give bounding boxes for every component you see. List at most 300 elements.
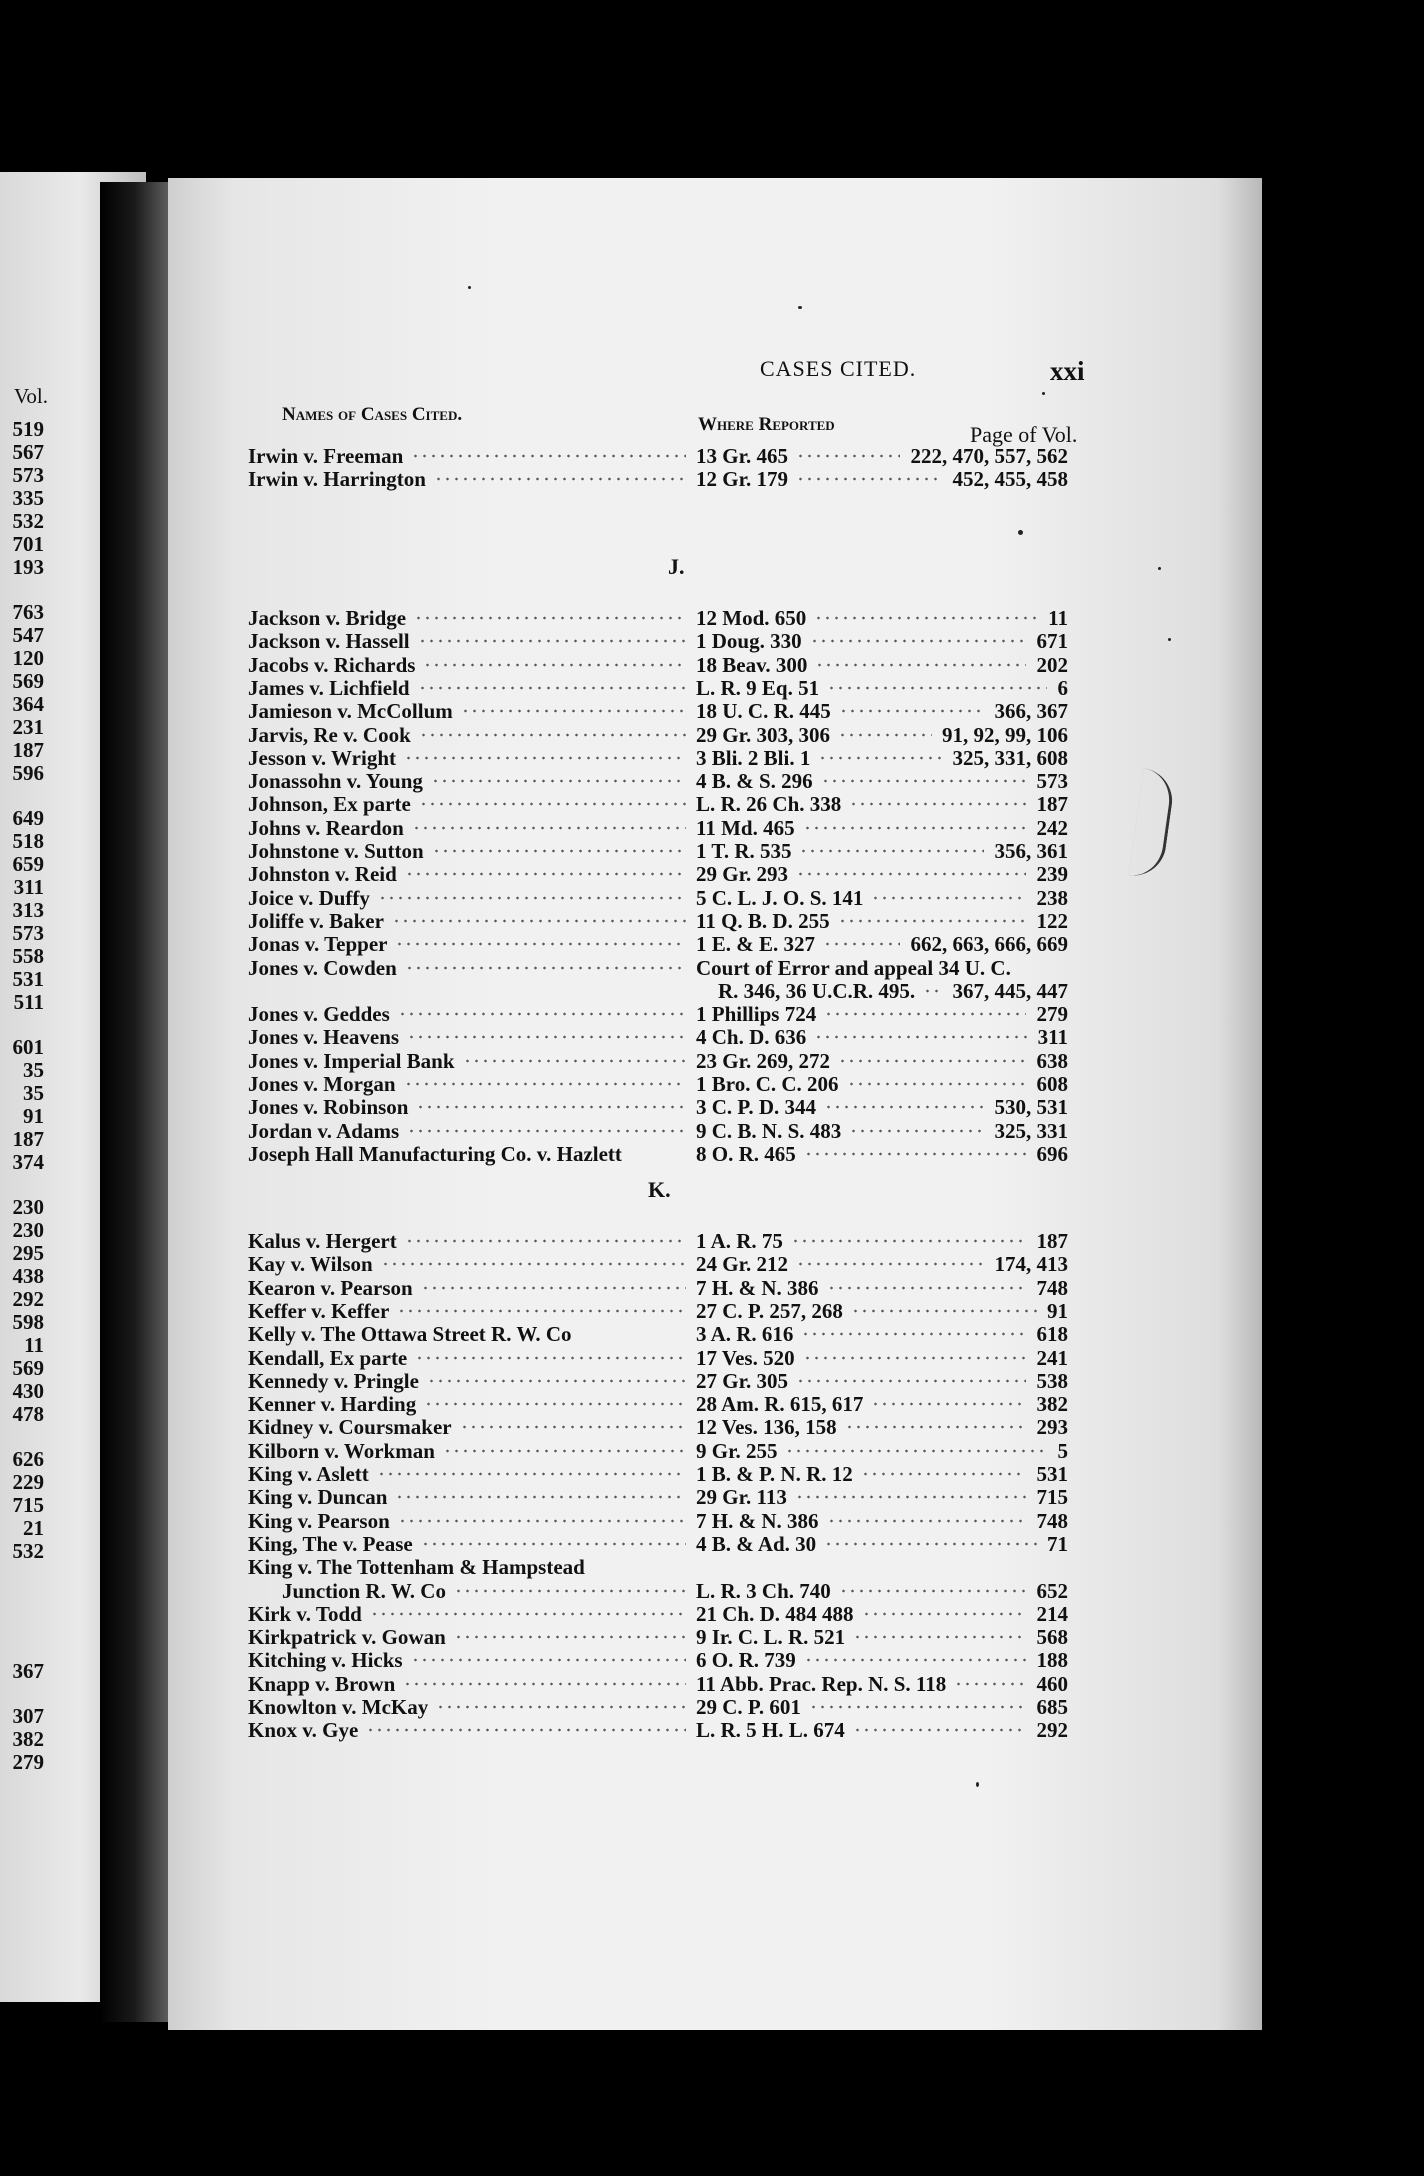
page-of-vol: 122 [1036, 908, 1068, 933]
case-name: Kirk v. Todd [248, 1601, 362, 1626]
table-row [248, 676, 1068, 700]
leader-dots [395, 1492, 686, 1502]
left-page-number: 569 [12, 669, 44, 693]
leader-dots [427, 1376, 686, 1386]
left-page-number: 701 [12, 532, 44, 556]
leader-dots [411, 1655, 686, 1665]
leader-dots [416, 1102, 686, 1112]
table-row [248, 1648, 1068, 1672]
left-page-number: 374 [12, 1150, 44, 1174]
leader-dots [796, 451, 900, 461]
where-reported: 3 Bli. 2 Bli. 1 [696, 745, 811, 770]
leader-dots [823, 939, 900, 949]
leader-dots [411, 451, 686, 461]
table-row [248, 1392, 1068, 1416]
where-reported: 3 C. P. D. 344 [696, 1095, 816, 1120]
case-name: Jones v. Imperial Bank [248, 1048, 455, 1073]
left-page-number: 573 [12, 463, 44, 487]
page-of-vol: 91 [1047, 1298, 1068, 1323]
where-reported: 1 Phillips 724 [696, 1002, 817, 1027]
leader-dots [423, 660, 686, 670]
where-reported: Court of Error and appeal 34 U. C. [696, 955, 1011, 980]
table-row [248, 769, 1068, 793]
table-row [248, 699, 1068, 723]
leader-dots [851, 1306, 1037, 1316]
left-page-number: 229 [12, 1470, 44, 1494]
left-page-number: 230 [12, 1195, 44, 1219]
case-name: Irwin v. Freeman [248, 444, 404, 468]
page-of-vol: 174, 413 [994, 1252, 1068, 1277]
leader-dots [403, 1679, 686, 1689]
table-row [248, 1119, 1068, 1143]
case-name: Keffer v. Keffer [248, 1298, 390, 1323]
leader-dots [804, 1149, 1026, 1159]
leader-dots [809, 1702, 1026, 1712]
case-name: Irwin v. Harrington [248, 467, 426, 492]
where-reported: 9 Ir. C. L. R. 521 [696, 1625, 846, 1650]
where-reported: 4 Ch. D. 636 [696, 1025, 807, 1050]
leader-dots [871, 1399, 1026, 1409]
table-row [248, 467, 1068, 491]
page-of-vol: 366, 367 [994, 699, 1068, 724]
left-page-number: 567 [12, 440, 44, 464]
case-name: Kelly v. The Ottawa Street R. W. Co [248, 1322, 572, 1347]
page-of-vol: 382 [1036, 1392, 1068, 1417]
leader-dots [923, 986, 942, 996]
leader-dots [785, 1446, 1047, 1456]
left-page-number: 478 [12, 1402, 44, 1426]
case-name: Kirkpatrick v. Gowan [248, 1625, 446, 1650]
page-of-vol: 325, 331, 608 [952, 745, 1068, 770]
leader-dots [803, 823, 1026, 833]
leader-dots [461, 706, 686, 716]
case-name: Johnston v. Reid [248, 862, 397, 887]
leader-dots [824, 1539, 1037, 1549]
case-name: Joseph Hall Manufacturing Co. v. Hazlett [248, 1141, 622, 1166]
leader-dots [418, 636, 686, 646]
where-reported: L. R. 9 Eq. 51 [696, 675, 820, 700]
case-name: Jones v. Cowden [248, 955, 397, 980]
leader-dots [377, 1469, 686, 1479]
left-page-number: 601 [12, 1035, 44, 1059]
left-page-number: 21 [23, 1516, 44, 1540]
case-name: Kalus v. Hergert [248, 1229, 397, 1253]
left-page-number: 519 [12, 417, 44, 441]
leader-dots [418, 683, 686, 693]
leader-dots [404, 1079, 686, 1089]
where-reported: 9 C. B. N. S. 483 [696, 1118, 842, 1143]
case-name: King v. Pearson [248, 1508, 390, 1533]
leader-dots [845, 1422, 1026, 1432]
leader-dots [432, 846, 686, 856]
leader-dots [421, 1283, 686, 1293]
where-reported: 18 U. C. R. 445 [696, 699, 831, 724]
table-row [248, 606, 1068, 630]
case-name: Jordan v. Adams [248, 1118, 400, 1143]
leader-dots [795, 1492, 1026, 1502]
table-row [248, 629, 1068, 653]
leader-dots [861, 1469, 1026, 1479]
where-reported: 1 Bro. C. C. 206 [696, 1072, 839, 1096]
case-name: Jackson v. Hassell [248, 629, 410, 654]
case-name: Kitching v. Hicks [248, 1648, 403, 1673]
leader-dots [815, 660, 1026, 670]
leader-dots [818, 753, 942, 763]
table-row [248, 1625, 1068, 1649]
leader-dots [419, 799, 686, 809]
page-of-vol: 214 [1036, 1601, 1068, 1626]
leader-dots [398, 1009, 686, 1019]
where-reported: 1 E. & E. 327 [696, 932, 816, 957]
leader-dots [404, 753, 686, 763]
leader-dots [397, 1306, 686, 1316]
leader-dots [803, 1353, 1026, 1363]
left-page-number: 598 [12, 1310, 44, 1334]
where-reported: 12 Mod. 650 [696, 606, 807, 630]
leader-dots [407, 1032, 686, 1042]
page-of-vol: 538 [1036, 1368, 1068, 1393]
table-row [248, 1485, 1068, 1509]
case-name: Jesson v. Wright [248, 745, 397, 770]
case-name: Jonas v. Tepper [248, 932, 388, 957]
table-row [248, 1072, 1068, 1096]
where-reported: 11 Abb. Prac. Rep. N. S. 118 [696, 1671, 947, 1696]
case-name: Joliffe v. Baker [248, 908, 384, 933]
leader-dots [824, 1009, 1026, 1019]
page-of-vol: 452, 455, 458 [952, 467, 1068, 492]
left-page-number: 518 [12, 829, 44, 853]
leader-dots [839, 706, 984, 716]
case-name: James v. Lichfield [248, 675, 410, 700]
table-row [248, 1142, 1068, 1166]
page-of-vol: 71 [1047, 1531, 1068, 1556]
case-name: King v. The Tottenham & Hampstead [248, 1555, 585, 1580]
where-reported: 11 Md. 465 [696, 815, 795, 840]
leader-dots [454, 1632, 686, 1642]
where-reported: L. R. 3 Ch. 740 [696, 1578, 831, 1603]
where-reported: 29 Gr. 293 [696, 862, 788, 887]
left-page-number: 193 [12, 555, 44, 579]
where-reported: 11 Q. B. D. 255 [696, 908, 830, 933]
table-row [248, 1229, 1068, 1253]
page-of-vol: 91, 92, 99, 106 [942, 722, 1068, 747]
leader-dots [407, 1126, 686, 1136]
left-page-number: 311 [13, 875, 44, 899]
case-name: Joice v. Duffy [248, 885, 370, 910]
where-reported: 21 Ch. D. 484 488 [696, 1601, 854, 1626]
leader-dots [824, 1102, 984, 1112]
where-reported: 29 Gr. 303, 306 [696, 722, 830, 747]
leader-dots [810, 636, 1026, 646]
where-reported: 5 C. L. J. O. S. 141 [696, 885, 864, 910]
leader-dots [838, 730, 932, 740]
where-reported: 28 Am. R. 615, 617 [696, 1392, 864, 1417]
case-name: Jonassohn v. Young [248, 769, 423, 794]
left-page-number: 626 [12, 1447, 44, 1471]
leader-dots [395, 939, 686, 949]
leader-dots [405, 869, 686, 879]
running-head: CASES CITED. [760, 356, 917, 381]
leader-dots [827, 1283, 1026, 1293]
where-reported: 1 A. R. 75 [696, 1229, 783, 1253]
left-page-number: 120 [12, 646, 44, 670]
where-reported: 24 Gr. 212 [696, 1252, 788, 1277]
left-page-number: 763 [12, 600, 44, 624]
table-row [248, 1095, 1068, 1119]
table-row [248, 932, 1068, 956]
leader-dots [398, 1516, 686, 1526]
left-page-number: 573 [12, 921, 44, 945]
leader-dots [431, 776, 686, 786]
page-of-vol: 531 [1036, 1462, 1068, 1486]
leader-dots [853, 1632, 1026, 1642]
leader-dots [378, 893, 686, 903]
where-reported: L. R. 5 H. L. 674 [696, 1718, 845, 1743]
left-page-number: 569 [12, 1356, 44, 1380]
table-row [248, 839, 1068, 863]
leader-dots [954, 1679, 1026, 1689]
leader-dots [821, 776, 1026, 786]
leader-dots [463, 1056, 686, 1066]
leader-dots [838, 916, 1026, 926]
left-page-number: 715 [12, 1493, 44, 1517]
where-reported: 12 Ves. 136, 158 [696, 1415, 837, 1440]
page-of-vol: 241 [1036, 1345, 1068, 1370]
case-name: Knox v. Gye [248, 1718, 359, 1743]
page-of-vol: 748 [1036, 1275, 1068, 1300]
table-row [248, 1252, 1068, 1276]
leader-dots [436, 1702, 686, 1712]
leader-dots [381, 1259, 686, 1269]
case-name: Jamieson v. McCollum [248, 699, 453, 724]
page-of-vol: 715 [1036, 1485, 1068, 1510]
leader-dots [796, 869, 1026, 879]
case-name: Kennedy v. Pringle [248, 1368, 419, 1393]
table-row [248, 792, 1068, 816]
left-page-number: 367 [12, 1659, 44, 1683]
where-reported: 6 O. R. 739 [696, 1648, 796, 1673]
page-of-vol: 325, 331 [994, 1118, 1068, 1143]
page-of-vol: 242 [1036, 815, 1068, 840]
page-of-vol: 530, 531 [994, 1095, 1068, 1120]
case-name: King, The v. Pease [248, 1531, 413, 1556]
leader-dots [424, 1399, 686, 1409]
where-reported: L. R. 26 Ch. 338 [696, 792, 842, 817]
table-row [248, 1509, 1068, 1533]
page-of-vol: 748 [1036, 1508, 1068, 1533]
table-row [248, 1695, 1068, 1719]
page-of-vol: 652 [1036, 1578, 1068, 1603]
case-name: Jarvis, Re v. Cook [248, 722, 411, 747]
case-name: Jones v. Geddes [248, 1002, 390, 1027]
left-vol-heading: Vol. [13, 384, 48, 408]
case-name: Jones v. Heavens [248, 1025, 400, 1050]
page-of-vol: 238 [1036, 885, 1068, 910]
where-reported: 1 B. & P. N. R. 12 [696, 1462, 853, 1486]
left-page-number: 295 [12, 1241, 44, 1265]
left-page-number: 511 [13, 990, 44, 1014]
margin-pencil-mark [1129, 768, 1177, 880]
leader-dots [392, 916, 686, 926]
leader-dots [849, 799, 1026, 809]
table-row [248, 909, 1068, 933]
table-row [248, 653, 1068, 677]
left-page-number: 231 [12, 715, 44, 739]
table-row [248, 816, 1068, 840]
leader-dots [370, 1609, 686, 1619]
case-name: Kendall, Ex parte [248, 1345, 408, 1370]
table-row [248, 1579, 1068, 1603]
where-reported: 1 Doug. 330 [696, 629, 802, 654]
left-page-number: 35 [23, 1058, 44, 1082]
left-page-number: 547 [12, 623, 44, 647]
table-row [248, 444, 1068, 468]
case-name: Jones v. Robinson [248, 1095, 409, 1120]
leader-dots [862, 1609, 1026, 1619]
leader-dots [415, 1353, 686, 1363]
where-reported: 29 C. P. 601 [696, 1695, 801, 1719]
leader-dots [414, 613, 686, 623]
table-row [248, 1369, 1068, 1393]
leader-dots [814, 613, 1038, 623]
page-of-vol: 6 [1057, 675, 1068, 700]
left-page-number: 230 [12, 1218, 44, 1242]
page-of-vol: 662, 663, 666, 669 [910, 932, 1068, 957]
page-of-vol: 356, 361 [994, 839, 1068, 863]
leader-dots [871, 893, 1026, 903]
table-row [248, 1532, 1068, 1556]
page [168, 178, 1262, 2030]
where-reported: R. 346, 36 U.C.R. 495. [718, 978, 916, 1003]
page-of-vol: 685 [1036, 1695, 1068, 1719]
left-page-number: 187 [12, 1127, 44, 1151]
case-name: Kearon v. Pearson [248, 1275, 413, 1300]
page-of-vol: 608 [1036, 1072, 1068, 1096]
leader-dots [799, 846, 984, 856]
case-name: Jones v. Morgan [248, 1072, 396, 1096]
left-page-number: 11 [24, 1333, 44, 1357]
table-row [248, 1415, 1068, 1439]
table-row [248, 1462, 1068, 1486]
page-of-vol: 618 [1036, 1322, 1068, 1347]
where-reported: 29 Gr. 113 [696, 1485, 787, 1510]
left-page-number: 430 [12, 1379, 44, 1403]
case-name: Junction R. W. Co [282, 1578, 446, 1603]
table-row [248, 1346, 1068, 1370]
where-reported: 12 Gr. 179 [696, 467, 788, 492]
where-reported: 7 H. & N. 386 [696, 1275, 819, 1300]
page-of-vol: 222, 470, 557, 562 [910, 444, 1068, 468]
left-page-number: 91 [23, 1104, 44, 1128]
where-reported: 3 A. R. 616 [696, 1322, 794, 1347]
column-heading-where: Where Reported [698, 414, 835, 435]
leader-dots [434, 474, 686, 484]
leader-dots [405, 963, 686, 973]
page-of-vol: 5 [1057, 1438, 1068, 1463]
leader-dots [405, 1236, 686, 1246]
leader-dots [412, 823, 686, 833]
page-of-vol: 696 [1036, 1141, 1068, 1166]
section-letter: K. [648, 1177, 671, 1202]
leader-dots [791, 1236, 1026, 1246]
where-reported: 17 Ves. 520 [696, 1345, 795, 1370]
left-page-number: 187 [12, 738, 44, 762]
leader-dots [839, 1586, 1026, 1596]
left-page-number: 649 [12, 806, 44, 830]
case-name: Johnson, Ex parte [248, 792, 411, 817]
page-of-vol: 311 [1037, 1025, 1068, 1050]
leader-dots [421, 1539, 686, 1549]
table-row [248, 1002, 1068, 1026]
table-row [248, 1602, 1068, 1626]
where-reported: 1 T. R. 535 [696, 839, 792, 863]
page-of-vol: 638 [1036, 1048, 1068, 1073]
left-page-number: 531 [12, 967, 44, 991]
where-reported: 7 H. & N. 386 [696, 1508, 819, 1533]
leader-dots [796, 1259, 984, 1269]
table-row [248, 1049, 1068, 1073]
leader-dots [419, 730, 686, 740]
page-of-vol: 187 [1036, 792, 1068, 817]
table-row [248, 886, 1068, 910]
section-letter: J. [668, 554, 685, 579]
leader-dots [454, 1586, 686, 1596]
leader-dots [827, 1516, 1026, 1526]
column-heading-names: Names of Cases Cited. [282, 404, 463, 425]
leader-dots [827, 683, 1047, 693]
page-of-vol: 573 [1036, 769, 1068, 794]
left-page-number: 382 [12, 1727, 44, 1751]
where-reported: 4 B. & Ad. 30 [696, 1531, 817, 1556]
leader-dots [804, 1655, 1026, 1665]
page-of-vol: 187 [1036, 1229, 1068, 1253]
where-reported: 23 Gr. 269, 272 [696, 1048, 830, 1073]
page-of-vol: 11 [1048, 606, 1068, 630]
where-reported: 18 Beav. 300 [696, 652, 808, 677]
left-page-number: 292 [12, 1287, 44, 1311]
table-row [248, 1299, 1068, 1323]
leader-dots [838, 1056, 1026, 1066]
leader-dots [460, 1422, 686, 1432]
where-reported: 13 Gr. 465 [696, 444, 788, 468]
leader-dots [847, 1079, 1026, 1089]
case-name: Kilborn v. Workman [248, 1438, 435, 1463]
case-name: King v. Duncan [248, 1485, 388, 1510]
table-row [248, 1718, 1068, 1742]
page-folio: xxi [1050, 356, 1085, 386]
table-row [248, 1672, 1068, 1696]
leader-dots [796, 1376, 1026, 1386]
left-page-number: 335 [12, 486, 44, 510]
page-of-vol: 292 [1036, 1718, 1068, 1743]
case-name: Kidney v. Coursmaker [248, 1415, 452, 1440]
case-name: Kay v. Wilson [248, 1252, 373, 1277]
table-row [248, 1322, 1068, 1346]
case-name: Jacobs v. Richards [248, 652, 416, 677]
case-name: Knapp v. Brown [248, 1671, 396, 1696]
left-page-number: 438 [12, 1264, 44, 1288]
where-reported: 27 C. P. 257, 268 [696, 1298, 843, 1323]
page-of-vol: 568 [1036, 1625, 1068, 1650]
page-of-vol: 367, 445, 447 [952, 978, 1068, 1003]
left-page-number: 532 [12, 509, 44, 533]
leader-dots [801, 1329, 1026, 1339]
leader-dots [849, 1126, 984, 1136]
page-of-vol: 293 [1036, 1415, 1068, 1440]
left-page-number: 596 [12, 761, 44, 785]
table-row [248, 979, 1068, 1003]
leader-dots [796, 474, 942, 484]
